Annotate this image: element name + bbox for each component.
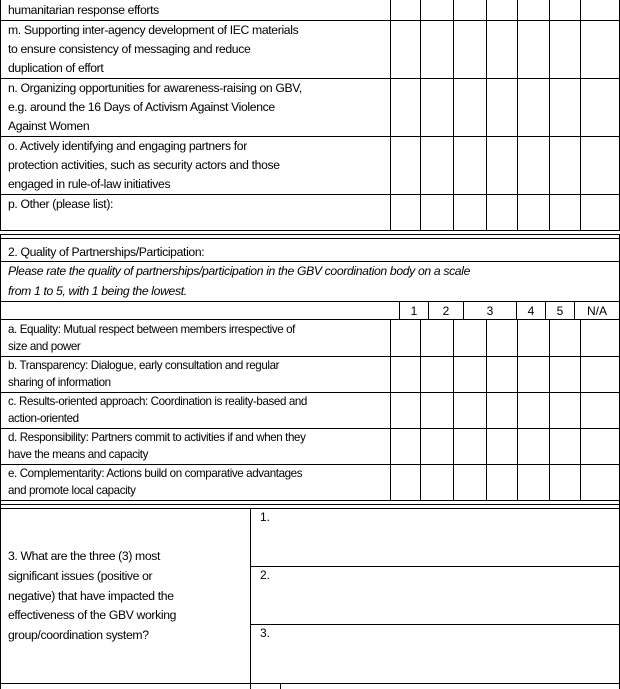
grid-line [453,0,454,231]
grid-line [428,301,429,319]
grid-line [0,392,620,393]
grid-line [250,624,620,625]
activity-text: e.g. around the 16 Days of Activism Against Violence [8,100,275,114]
activity-text: duplication of effort [8,61,104,75]
activity-text: m. Supporting inter-agency development of IEC materials [8,23,299,37]
scale-label-2: 2 [442,304,450,318]
grid-line [0,238,620,239]
criterion-text: a. Equality: Mutual respect between members irrespective of [8,323,295,336]
grid-line [517,0,518,231]
activity-text: humanitarian response efforts [8,3,159,17]
scale-label-1: 1 [410,304,418,318]
criterion-text: size and power [8,340,81,353]
grid-line [516,301,517,319]
grid-line [390,319,391,501]
answer-field-1[interactable]: 1. [260,510,271,524]
criterion-text: have the means and capacity [8,448,149,461]
grid-line [399,301,400,319]
grid-line [420,319,421,501]
grid-line [0,194,620,195]
activity-text: to ensure consistency of messaging and reduce [8,42,251,56]
question-text: negative) that have impacted the [8,589,174,603]
activity-text: n. Organizing opportunities for awareness-raising on GBV, [8,81,302,95]
grid-line [545,301,546,319]
grid-line [486,0,487,231]
grid-line [0,20,620,21]
grid-line [0,234,620,235]
grid-line [250,566,620,567]
criterion-text: sharing of information [8,376,111,389]
grid-line [0,464,620,465]
grid-line [0,500,620,501]
answer-field-3[interactable]: 3. [260,626,271,640]
grid-line [0,0,1,231]
scale-label-3: 3 [486,304,494,318]
activity-text: o. Actively identifying and engaging partners for [8,139,247,153]
section-2-instruction: Please rate the quality of partnerships/participation in the GBV coordination body on a scale [8,264,471,278]
question-text: group/coordination system? [8,628,149,642]
grid-line [517,319,518,501]
answer-field-2[interactable]: 2. [260,568,271,582]
grid-line [0,261,620,262]
activity-text: engaged in rule-of-law initiatives [8,177,171,191]
grid-line [0,356,620,357]
question-text: effectiveness of the GBV working [8,608,177,622]
grid-line [250,508,251,689]
grid-line [580,0,581,231]
grid-line [549,0,550,231]
grid-line [453,319,454,501]
grid-line [0,301,620,302]
grid-line [420,0,421,231]
grid-line [0,508,620,509]
grid-line [0,136,620,137]
grid-line [0,508,1,689]
grid-line [0,238,1,501]
activity-text: protection activities, such as security actors and those [8,158,280,172]
grid-line [0,230,620,231]
grid-line [390,0,391,231]
grid-line [0,428,620,429]
question-text: significant issues (positive or [8,569,153,583]
criterion-text: e. Complementarity: Actions build on comparative advantages [8,467,303,480]
grid-line [0,500,1,508]
section-2-title: 2. Quality of Partnerships/Participation: [8,245,205,259]
section-2-instruction: from 1 to 5, with 1 being the lowest. [8,284,187,298]
grid-line [0,504,620,505]
scale-label-na: N/A [586,304,607,318]
grid-line [0,319,620,320]
scale-label-5: 5 [556,304,564,318]
grid-line [0,78,620,79]
criterion-text: c. Results-oriented approach: Coordination is reality-based and [8,395,307,408]
grid-line [574,301,575,319]
grid-line [549,319,550,501]
criterion-text: and promote local capacity [8,484,136,497]
grid-line [0,683,620,684]
criterion-text: b. Transparency: Dialogue, early consultation and regular [8,359,280,372]
grid-line [463,301,464,319]
criterion-text: action-oriented [8,412,79,425]
activity-text: p. Other (please list): [8,197,114,211]
criterion-text: d. Responsibility: Partners commit to activities if and when they [8,431,306,444]
scale-label-4: 4 [527,304,535,318]
grid-line [580,319,581,501]
activity-text: Against Women [8,119,90,133]
grid-line [280,683,281,689]
question-text: 3. What are the three (3) most [8,549,161,563]
grid-line [486,319,487,501]
